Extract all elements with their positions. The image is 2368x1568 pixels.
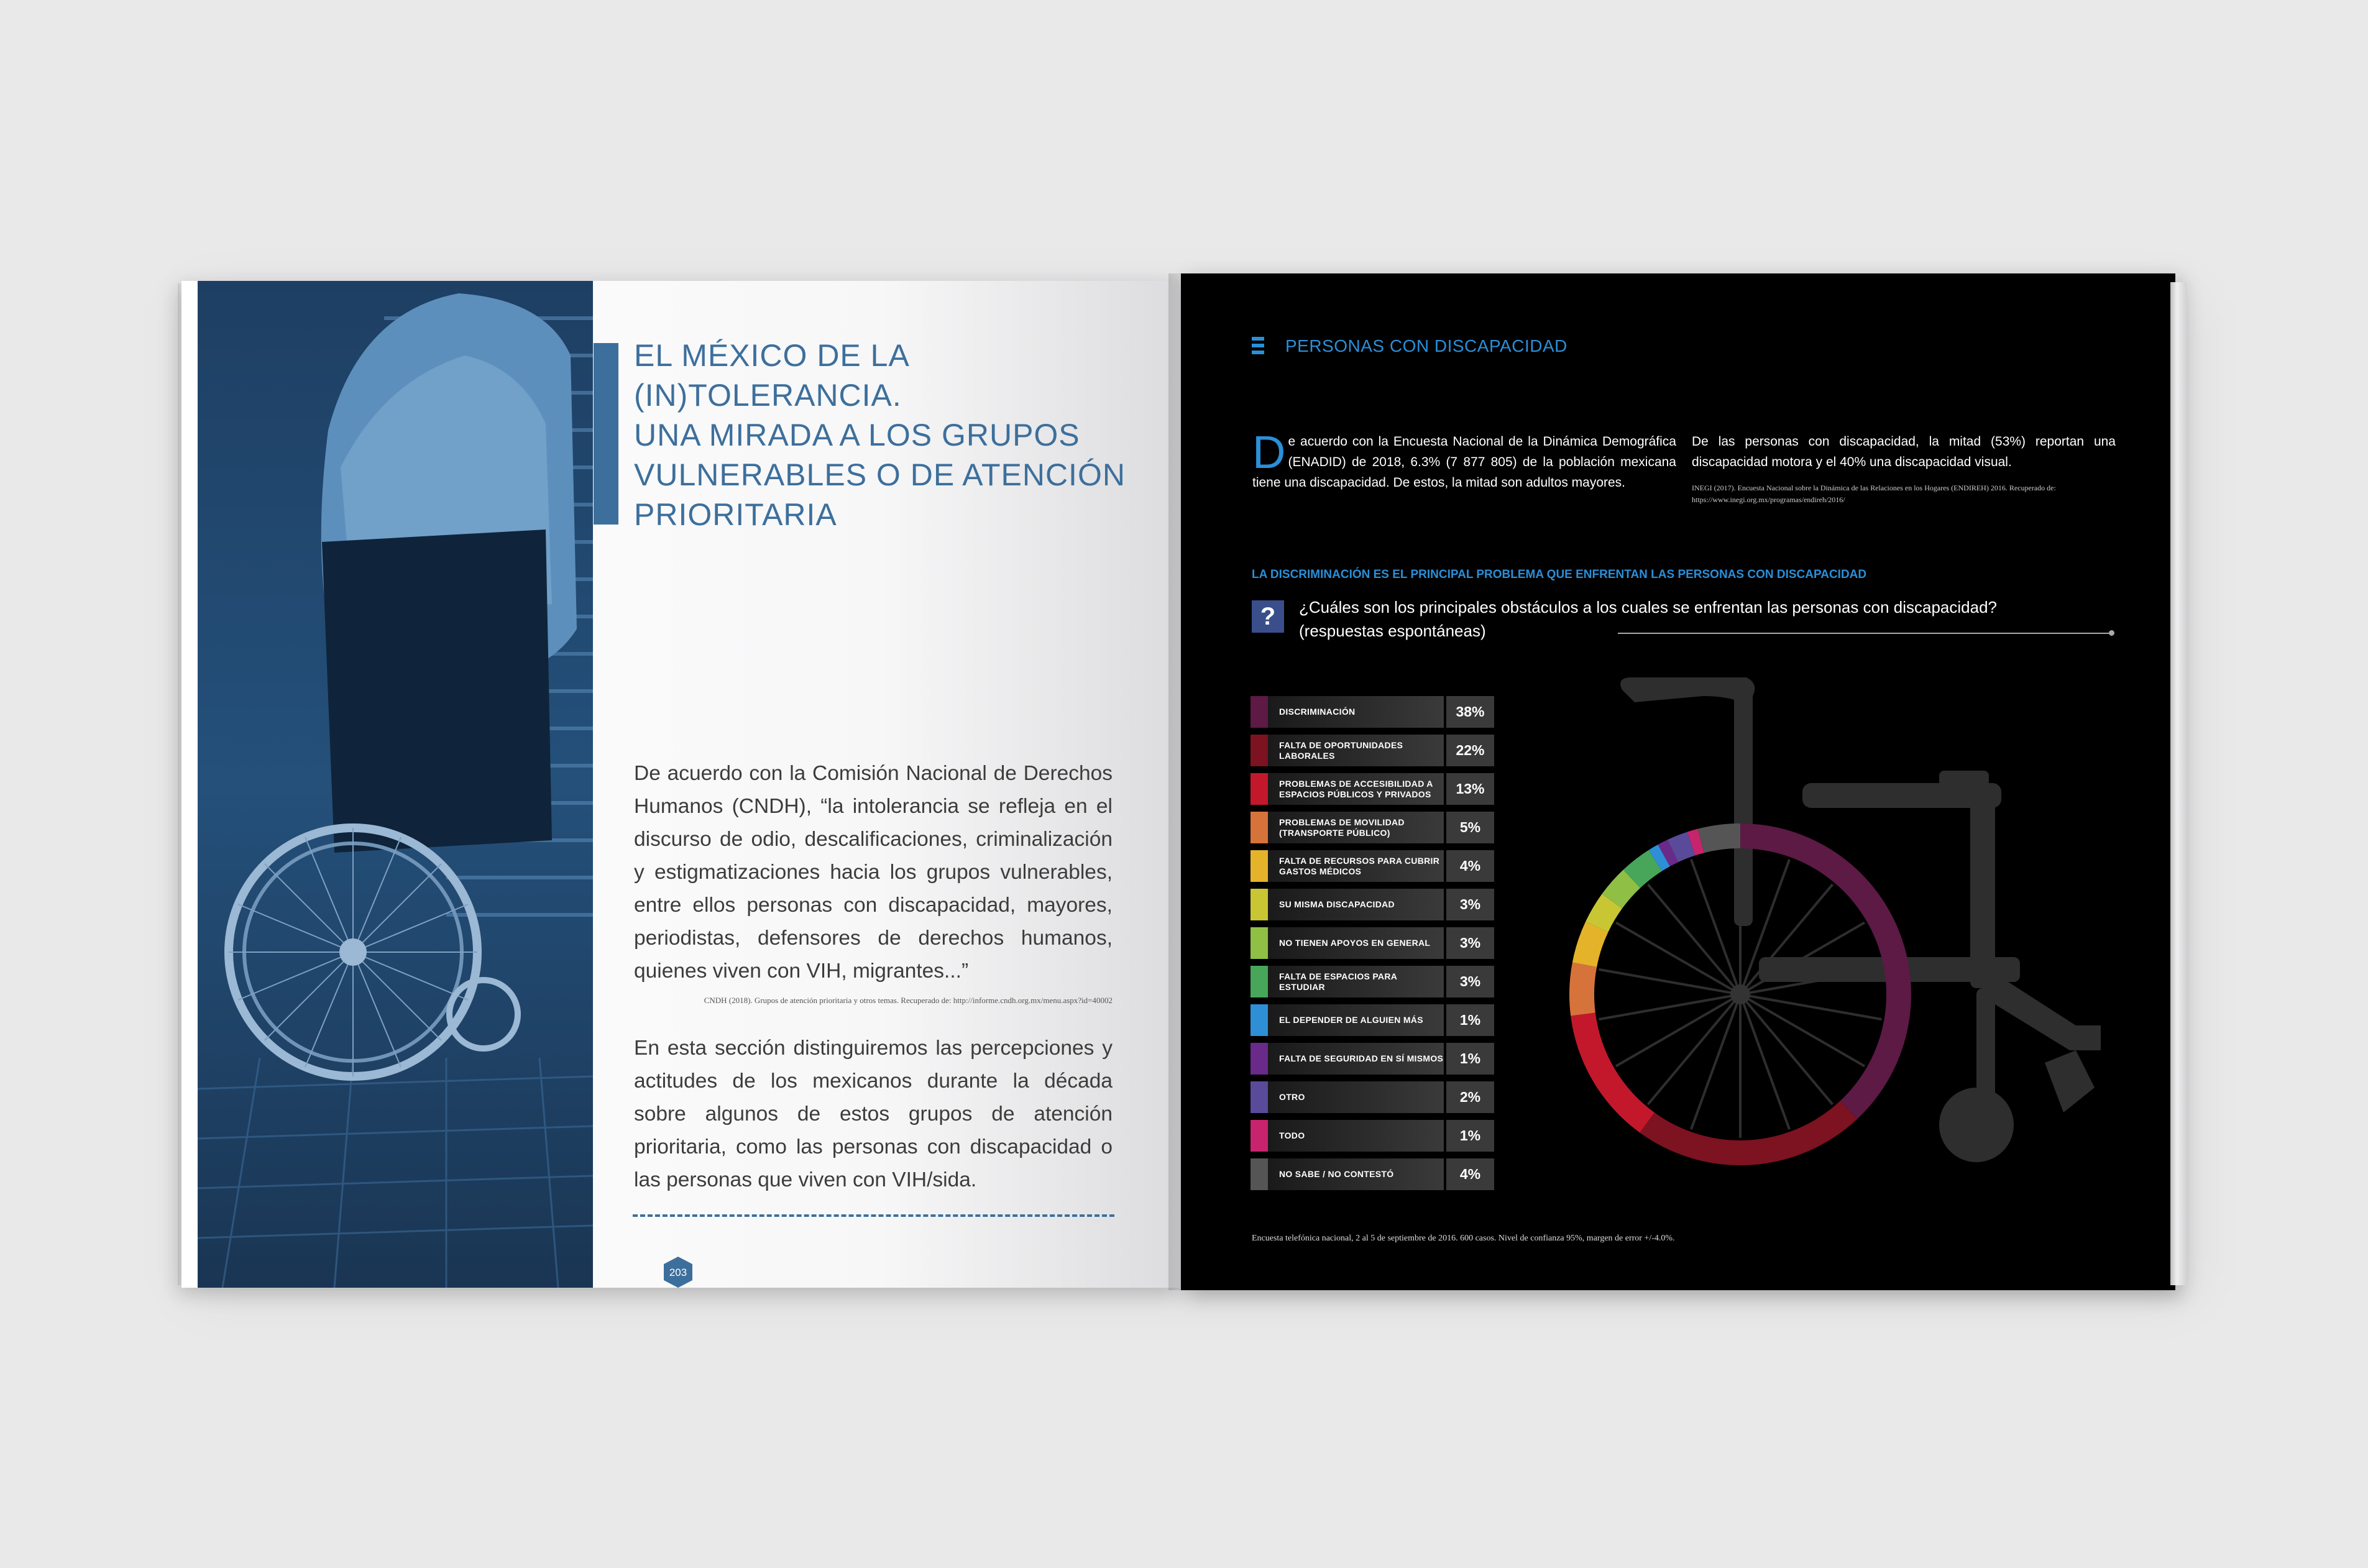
legend-label: FALTA DE SEGURIDAD EN SÍ MISMOS [1268, 1043, 1444, 1075]
legend-swatch [1251, 696, 1268, 728]
legend-row [1251, 735, 1487, 766]
legend-label: FALTA DE ESPACIOS PARA ESTUDIAR [1268, 966, 1444, 997]
legend-swatch [1251, 735, 1268, 766]
section-menu-icon [1252, 337, 1264, 357]
legend-row [1251, 966, 1487, 997]
legend-label: TODO [1268, 1120, 1444, 1152]
legend-row [1251, 889, 1487, 920]
legend-swatch [1251, 1004, 1268, 1036]
legend-row [1251, 927, 1487, 959]
wheel-spoke [1648, 884, 1740, 994]
dashed-divider [633, 1214, 1114, 1217]
wheel-spoke [1691, 860, 1740, 994]
legend-label: FALTA DE OPORTUNIDADES LABORALES [1268, 735, 1444, 766]
legend-swatch [1251, 1081, 1268, 1113]
section-label: PERSONAS CON DISCAPACIDAD [1285, 336, 1567, 355]
legend-value: 22% [1446, 735, 1494, 766]
title-line: PRIORITARIA [634, 497, 837, 532]
legend-row [1251, 1120, 1487, 1152]
wheel-spoke [1691, 994, 1740, 1129]
legend-value: 3% [1446, 927, 1494, 959]
legend-swatch [1251, 966, 1268, 997]
legend-value: 5% [1446, 812, 1494, 843]
wheel-spoke [1740, 994, 1832, 1104]
legend-row [1251, 1081, 1487, 1113]
question-rule [1618, 633, 2113, 634]
donut-slice [1640, 1101, 1857, 1165]
legend-row [1251, 1004, 1487, 1036]
legend-label: EL DEPENDER DE ALGUIEN MÁS [1268, 1004, 1444, 1036]
title-line: VULNERABLES O DE ATENCIÓN [634, 457, 1126, 492]
body-paragraph-1: De acuerdo con la Comisión Nacional de Derechos Humanos (CNDH), “la intolerancia se refleja en el discurso de odio, descalificaciones, criminalización y estigmatizaciones hacia los grupos vulnerables, entre ellos personas con discapacidad, mayores, periodistas, defensores de derechos humanos, quienes viven con VIH, migrantes...” [634, 762, 1113, 983]
title-accent-bar [594, 343, 618, 525]
legend-value: 13% [1446, 773, 1494, 805]
legend-value: 1% [1446, 1004, 1494, 1036]
intro-text: e acuerdo con la Encuesta Nacional de la Dinámica Demográfica (ENADID) de 2018, 6.3% (7 877 805) de la población mexicana tiene una discapacidad. De estos, la mitad son adultos mayores. [1252, 434, 1676, 490]
legend-value: 1% [1446, 1120, 1494, 1152]
page-title [634, 336, 1131, 534]
donut-slice [1571, 1012, 1654, 1132]
right-page-edge [2170, 282, 2187, 1285]
legend-swatch [1251, 773, 1268, 805]
title-line: EL MÉXICO DE LA [634, 338, 910, 373]
legend-label: PROBLEMAS DE MOVILIDAD (TRANSPORTE PÚBLICO) [1268, 812, 1444, 843]
legend-row [1251, 773, 1487, 805]
legend-value: 2% [1446, 1081, 1494, 1113]
legend-row [1251, 696, 1487, 728]
legend-swatch [1251, 889, 1268, 920]
title-line: (IN)TOLERANCIA. [634, 378, 902, 413]
legend-swatch [1251, 1120, 1268, 1152]
drop-cap: D [1252, 426, 1286, 478]
wheelchair-photo [198, 281, 593, 1288]
legend-swatch [1251, 850, 1268, 882]
chart-headline: LA DISCRIMINACIÓN ES EL PRINCIPAL PROBLEMA QUE ENFRENTAN LAS PERSONAS CON DISCAPACIDAD [1252, 568, 1867, 581]
legend-value: 4% [1446, 850, 1494, 882]
wheel-spoke [1740, 994, 1789, 1129]
survey-footnote: Encuesta telefónica nacional, 2 al 5 de septiembre de 2016. 600 casos. Nivel de confianza 95%, margen de error +/-4.0%. [1252, 1234, 1675, 1243]
legend-row [1251, 850, 1487, 882]
legend-label: OTRO [1268, 1081, 1444, 1113]
citation-inegi: INEGI (2017). Encuesta Nacional sobre la Dinámica de las Relaciones en los Hogares (ENDIREH) 2016. Recuperado de: https://www.inegi.org.mx/programas/endireh/2016/ [1692, 484, 2056, 504]
legend-label: PROBLEMAS DE ACCESIBILIDAD A ESPACIOS PÚBLICOS Y PRIVADOS [1268, 773, 1444, 805]
legend-label: NO TIENEN APOYOS EN GENERAL [1268, 927, 1444, 959]
legend-swatch [1251, 1158, 1268, 1190]
legend-row [1251, 812, 1487, 843]
legend-label: SU MISMA DISCAPACIDAD [1268, 889, 1444, 920]
legend-row [1251, 1158, 1487, 1190]
body-paragraph-2: En esta sección distinguiremos las percepciones y actitudes de los mexicanos durante la década sobre algunos de estos grupos de atención prioritaria, como las personas con discapacidad o las personas que viven con VIH/sida. [634, 1037, 1113, 1191]
donut-slice [1569, 962, 1597, 1016]
legend-swatch [1251, 812, 1268, 843]
donut-slice [1698, 823, 1740, 853]
question-rule-dot [2109, 630, 2114, 636]
legend-row [1251, 1043, 1487, 1075]
legend-swatch [1251, 927, 1268, 959]
legend-value: 3% [1446, 889, 1494, 920]
intro-paragraph [1252, 426, 1676, 493]
wheel-spoke [1648, 994, 1740, 1104]
book-gutter [1168, 273, 1193, 1290]
legend-label: FALTA DE RECURSOS PARA CUBRIR GASTOS MÉDICOS [1268, 850, 1444, 882]
title-line: UNA MIRADA A LOS GRUPOS [634, 418, 1080, 452]
citation-cndh: CNDH (2018). Grupos de atención prioritaria y otros temas. Recuperado de: http://informe.cndh.org.mx/menu.aspx?id=40002 [704, 996, 1113, 1005]
chart-legend [1251, 696, 1487, 1197]
legend-value: 1% [1446, 1043, 1494, 1075]
intro-paragraph-2: De las personas con discapacidad, la mitad (53%) reportan una discapacidad motora y el 40% una discapacidad visual. [1692, 434, 2116, 469]
legend-label: DISCRIMINACIÓN [1268, 696, 1444, 728]
survey-question: ¿Cuáles son los principales obstáculos a los cuales se enfrentan las personas con discapacidad? (respuestas espontáneas) [1299, 598, 1997, 640]
page-number-badge [664, 1257, 692, 1288]
page-number: 203 [669, 1267, 687, 1278]
legend-value: 38% [1446, 696, 1494, 728]
legend-value: 3% [1446, 966, 1494, 997]
question-icon: ? [1252, 600, 1284, 633]
legend-value: 4% [1446, 1158, 1494, 1190]
legend-label: NO SABE / NO CONTESTÓ [1268, 1158, 1444, 1190]
legend-swatch [1251, 1043, 1268, 1075]
donut-chart [1541, 677, 2101, 1206]
